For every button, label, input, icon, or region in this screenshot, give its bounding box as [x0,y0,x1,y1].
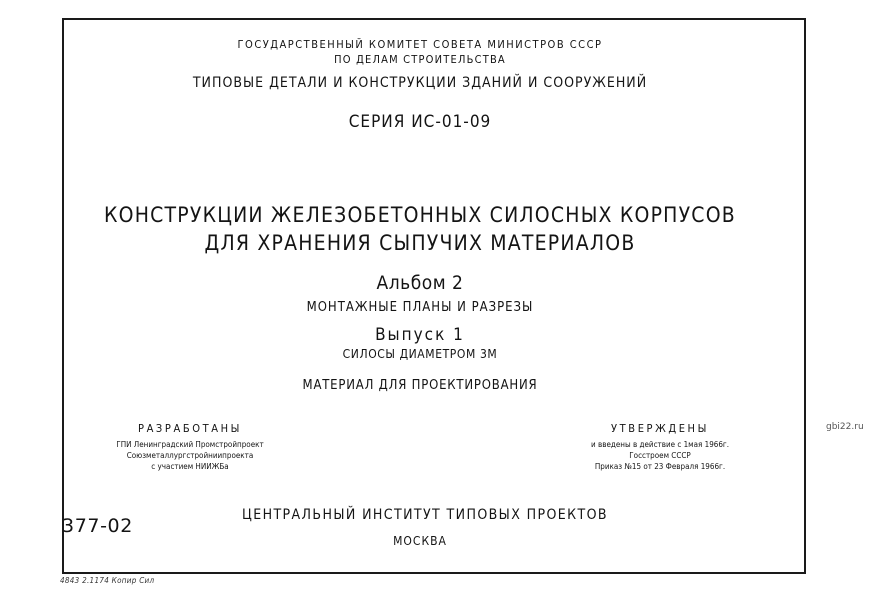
album-subtitle: МОНТАЖНЫЕ ПЛАНЫ И РАЗРЕЗЫ [306,300,534,315]
developed-by-heading: РАЗРАБОТАНЫ [138,422,242,435]
approved-heading: УТВЕРЖДЕНЫ [611,422,709,435]
city-name: МОСКВА [393,534,447,548]
approval-line-2: Госстроем СССР [629,451,691,460]
standard-details-heading: ТИПОВЫЕ ДЕТАЛИ И КОНСТРУКЦИИ ЗДАНИЙ И СООРУЖЕНИЙ [192,75,648,91]
institute-name: ЦЕНТРАЛЬНЫЙ ИНСТИТУТ ТИПОВЫХ ПРОЕКТОВ [242,507,608,523]
approval-line-3: Приказ №15 от 23 Февраля 1966г. [594,462,726,471]
document-code: 377-02 [62,515,133,537]
series-label: СЕРИЯ ИС-01-09 [348,112,492,132]
issue-label: Выпуск 1 [375,325,465,345]
issue-subtitle: СИЛОСЫ ДИАМЕТРОМ 3М [342,347,498,361]
ministry-line-1: ГОСУДАРСТВЕННЫЙ КОМИТЕТ СОВЕТА МИНИСТРОВ СССР [237,38,603,51]
design-material-label: МАТЕРИАЛ ДЛЯ ПРОЕКТИРОВАНИЯ [302,378,538,393]
developer-line-3: с участием НИИЖБа [151,462,229,471]
approval-line-1: и введены в действие с 1мая 1966г. [591,440,729,449]
document-title-line-2: ДЛЯ ХРАНЕНИЯ СЫПУЧИХ МАТЕРИАЛОВ [204,231,636,255]
album-label: Альбом 2 [376,272,464,294]
handwritten-notes: 4843 2.1174 Копир Сил [60,576,155,585]
ministry-line-2: ПО ДЕЛАМ СТРОИТЕЛЬСТВА [334,53,506,66]
site-watermark: gbi22.ru [826,422,864,432]
title-sheet-frame [62,18,806,574]
developer-line-1: ГПИ Ленинградский Промстройпроект [116,440,264,449]
developer-line-2: Союзметаллургстройниипроекта [126,451,254,460]
document-title-line-1: КОНСТРУКЦИИ ЖЕЛЕЗОБЕТОННЫХ СИЛОСНЫХ КОРПУСОВ [104,203,736,227]
